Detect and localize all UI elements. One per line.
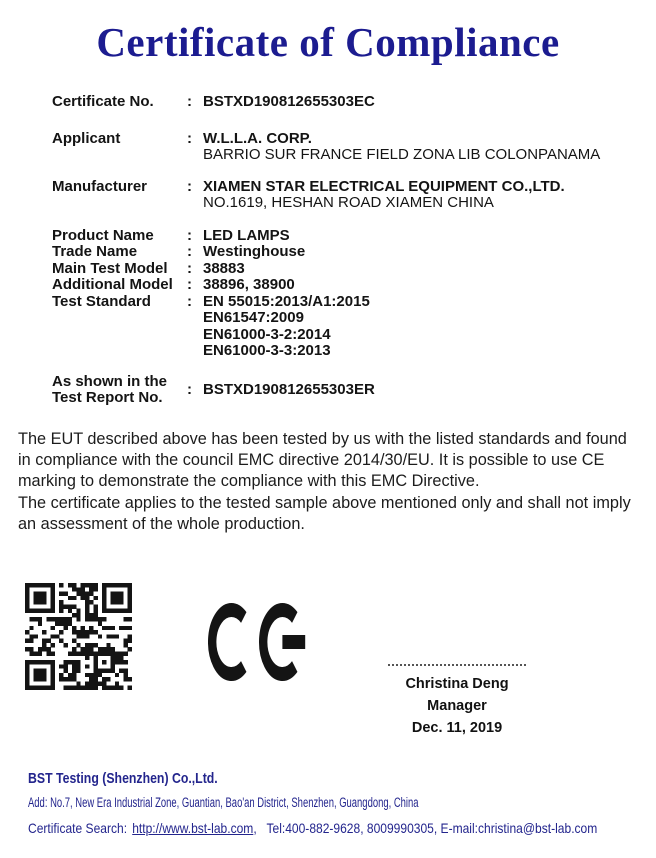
signature-date: Dec. 11, 2019 — [411, 720, 503, 736]
test-standard-line: EN61547:2009 — [203, 309, 304, 326]
field-certificate-no — [52, 94, 632, 111]
compliance-statement — [18, 429, 652, 535]
field-label-main-test-model: Main Test Model — [52, 259, 168, 277]
certificate-number-value: BSTXD190812655303EC — [203, 93, 375, 110]
lab-company-name: BST Testing (Shenzhen) Co.,Ltd. — [28, 770, 218, 787]
manufacturer-value — [203, 179, 565, 212]
applicant-address: BARRIO SUR FRANCE FIELD ZONA LIB COLONPANAMA — [203, 146, 601, 163]
statement-line: The certificate applies to the tested sample above mentioned only and shall not imply — [18, 493, 631, 512]
test-report-label-line1: As shown in the — [52, 372, 168, 390]
manufacturer-name: XIAMEN STAR ELECTRICAL EQUIPMENT CO.,LTD. — [203, 177, 565, 195]
test-standard-line: EN 55015:2013/A1:2015 — [203, 292, 370, 310]
field-test-report-no — [52, 374, 632, 407]
field-label-product-name: Product Name — [52, 226, 154, 244]
applicant-value — [203, 131, 600, 164]
colon-separator: : — [187, 380, 192, 398]
signature-dotted-line — [388, 664, 526, 666]
field-applicant — [52, 131, 632, 164]
manufacturer-address: NO.1619, HESHAN ROAD XIAMEN CHINA — [203, 194, 494, 211]
certificate-fields — [52, 94, 632, 407]
page-title: Certificate of Compliance — [96, 19, 560, 65]
colon-separator: : — [187, 292, 192, 310]
qr-code-icon — [25, 583, 132, 690]
colon-separator: : — [187, 276, 192, 293]
applicant-name: W.L.L.A. CORP. — [203, 129, 312, 147]
field-manufacturer — [52, 179, 632, 212]
lab-address: Add: No.7, New Era Industrial Zone, Guantian, Bao'an District, Shenzhen, Guangdong, China — [28, 795, 419, 810]
trade-name-value: Westinghouse — [203, 243, 306, 260]
statement-line: marking to demonstrate the compliance with this EMC Directive. — [18, 472, 480, 491]
colon-separator: : — [187, 259, 192, 277]
signature-block — [366, 664, 548, 739]
field-trade-name — [52, 244, 632, 261]
signer-role: Manager — [427, 698, 487, 714]
statement-line: The EUT described above has been tested by us with the listed standards and found — [18, 430, 627, 448]
test-standard-line: EN61000-3-2:2014 — [203, 325, 331, 343]
colon-separator: : — [187, 243, 192, 260]
certificate-search-link[interactable]: http://www.bst-lab.com — [132, 820, 254, 836]
signer-name: Christina Deng — [405, 676, 509, 692]
test-standard-line: EN61000-3-3:2013 — [203, 342, 331, 359]
ce-mark-icon — [208, 602, 310, 682]
field-test-standard — [52, 294, 632, 360]
field-label-additional-model: Additional Model — [52, 276, 173, 293]
field-product-name — [52, 228, 632, 245]
field-label-test-standard: Test Standard — [52, 292, 151, 310]
certificate-search-line — [28, 819, 598, 837]
field-label-test-report-no — [52, 374, 187, 407]
main-test-model-value: 38883 — [203, 259, 245, 277]
statement-line: an assessment of the whole production. — [18, 514, 305, 533]
colon-separator: : — [187, 93, 192, 110]
test-report-label-line2: Test Report No. — [52, 389, 163, 406]
certificate-search-label: Certificate Search: — [28, 820, 128, 836]
colon-separator: : — [187, 129, 192, 147]
field-label-trade-name: Trade Name — [52, 243, 138, 260]
footer-contact-info: , Tel:400-882-9628, 8009990305, E-mail:christina@bst-lab.com — [253, 820, 598, 836]
field-label-manufacturer: Manufacturer — [52, 177, 148, 195]
colon-separator: : — [187, 226, 192, 244]
field-label-certificate-no: Certificate No. — [52, 93, 154, 110]
footer — [28, 769, 652, 837]
additional-model-value: 38896, 38900 — [203, 276, 295, 293]
field-label-applicant: Applicant — [52, 129, 121, 147]
colon-separator: : — [187, 177, 192, 195]
statement-line: in compliance with the council EMC directive 2014/30/EU. It is possible to use CE — [18, 451, 605, 470]
test-standard-values — [203, 294, 370, 360]
product-name-value: LED LAMPS — [203, 226, 290, 244]
field-additional-model — [52, 277, 632, 294]
test-report-number-value: BSTXD190812655303ER — [203, 380, 375, 398]
field-main-test-model — [52, 261, 632, 278]
